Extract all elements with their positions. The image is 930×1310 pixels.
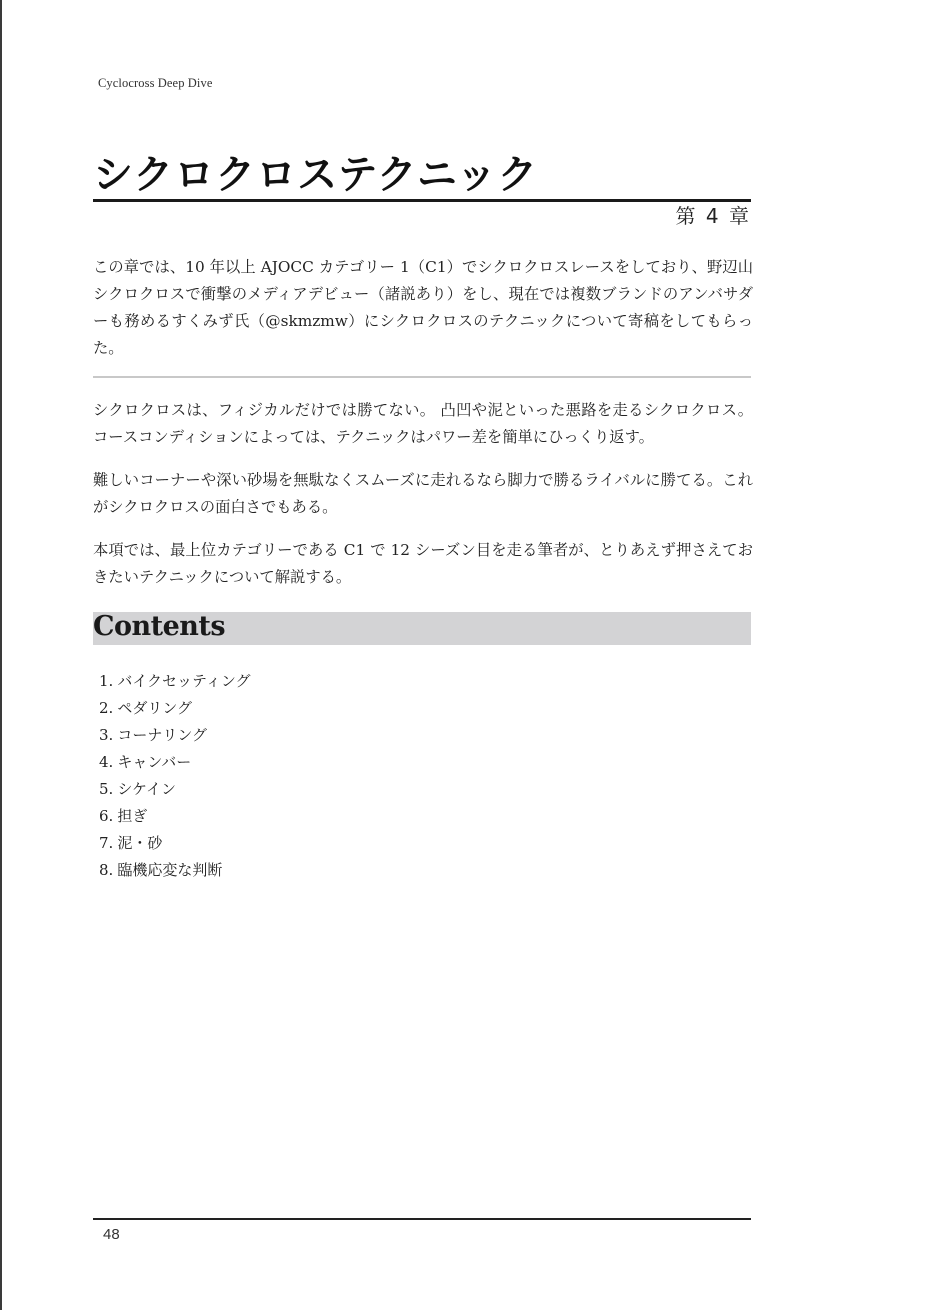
toc-item[interactable] xyxy=(99,830,251,857)
toc-item-label: 泥・砂 xyxy=(117,834,163,852)
toc-item[interactable] xyxy=(99,668,251,695)
toc-item-number: 1. xyxy=(99,672,114,690)
table-of-contents xyxy=(99,668,251,884)
toc-item-number: 2. xyxy=(99,699,114,717)
toc-item-number: 5. xyxy=(99,780,114,798)
section-divider xyxy=(93,376,751,378)
toc-item-label: キャンバー xyxy=(117,753,192,771)
toc-item-number: 3. xyxy=(99,726,114,744)
toc-item-label: コーナリング xyxy=(117,726,208,744)
title-underline xyxy=(93,199,751,202)
body-paragraph: 本項では、最上位カテゴリーである C1 で 12 シーズン目を走る筆者が、とりあえず押さえておきたいテクニックについて解説する。 xyxy=(93,541,753,586)
toc-item[interactable] xyxy=(99,749,251,776)
toc-item[interactable] xyxy=(99,722,251,749)
toc-item-label: バイクセッティング xyxy=(117,672,251,690)
footer-rule xyxy=(93,1218,751,1220)
toc-item[interactable] xyxy=(99,803,251,830)
page-number: 48 xyxy=(103,1226,120,1243)
toc-item-number: 4. xyxy=(99,753,114,771)
contents-heading-label: Contents xyxy=(93,611,226,642)
contents-heading xyxy=(93,612,751,645)
toc-item-number: 8. xyxy=(99,861,114,879)
chapter-number: 第 4 章 xyxy=(675,204,751,228)
toc-item-label: シケイン xyxy=(117,780,176,798)
page-edge-border xyxy=(0,0,2,1310)
toc-item[interactable] xyxy=(99,776,251,803)
body-paragraph: シクロクロスは、フィジカルだけでは勝てない。 凸凹や泥といった悪路を走るシクロクロス。コースコンディションによっては、テクニックはパワー差を簡単にひっくり返す。 xyxy=(93,401,753,446)
intro-paragraph: この章では、10 年以上 AJOCC カテゴリー 1（C1）でシクロクロスレースをしており、野辺山シクロクロスで衝撃のメディアデビュー（諸説あり）をし、現在では複数ブランドのアンバサダーも務めるすくみず氏（@skmzmw）にシクロクロスのテクニックについて寄稿をしてもらった。 xyxy=(93,258,753,357)
chapter-title: シクロクロステクニック xyxy=(93,151,539,198)
toc-item-label: ペダリング xyxy=(117,699,193,717)
body-paragraph: 難しいコーナーや深い砂場を無駄なくスムーズに走れるなら脚力で勝るライバルに勝てる。これがシクロクロスの面白さでもある。 xyxy=(93,471,753,516)
toc-item-label: 担ぎ xyxy=(117,807,148,825)
toc-item-number: 6. xyxy=(99,807,114,825)
toc-item-label: 臨機応変な判断 xyxy=(117,861,223,879)
toc-item[interactable] xyxy=(99,857,251,884)
toc-item-number: 7. xyxy=(99,834,114,852)
running-header: Cyclocross Deep Dive xyxy=(98,76,213,90)
toc-item[interactable] xyxy=(99,695,251,722)
